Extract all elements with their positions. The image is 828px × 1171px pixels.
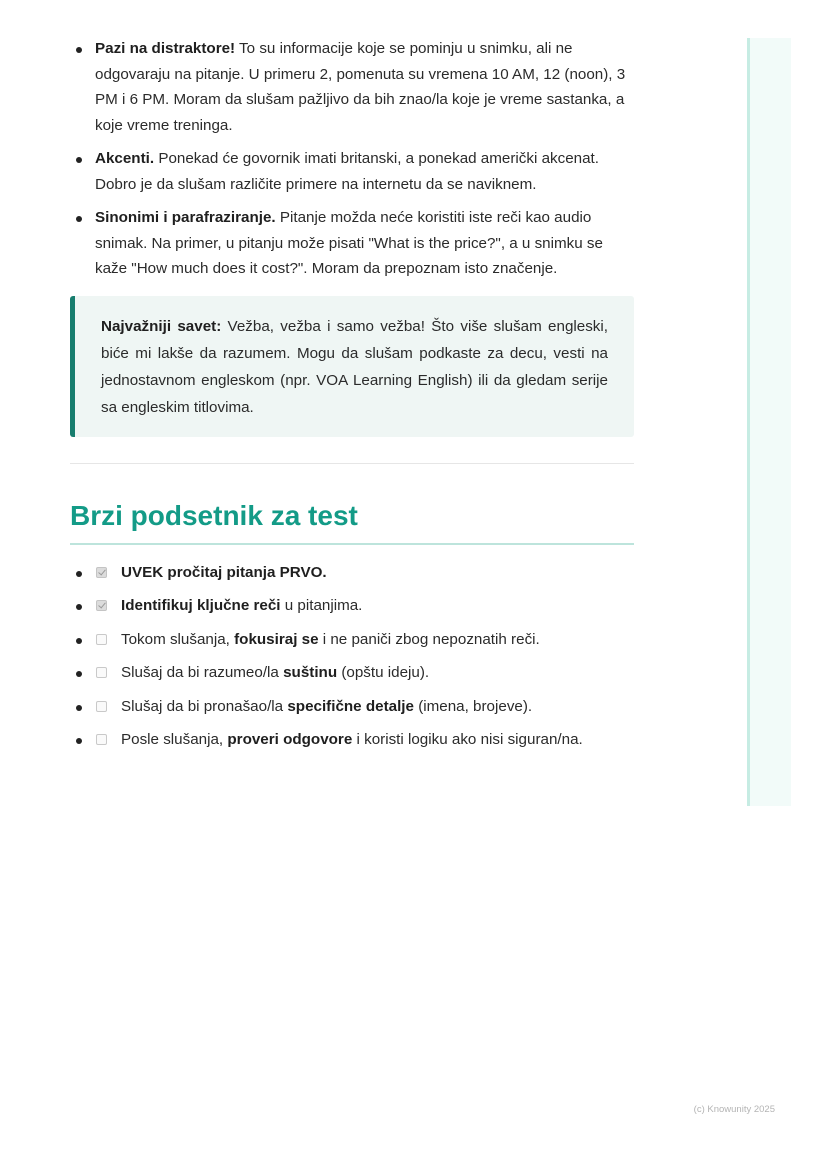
checkbox-checked-icon[interactable]: [96, 600, 107, 611]
side-panel: [747, 38, 791, 806]
callout-bold: Najvažniji savet:: [101, 317, 222, 335]
tips-list: [70, 36, 634, 282]
tip-text: Ponekad će govornik imati britanski, a ponekad američki akcenat. Dobro je da slušam različite primere na internetu da se naviknem.: [95, 150, 599, 193]
section-title: Brzi podsetnik za test: [70, 499, 634, 545]
item-bold: specifične detalje: [287, 697, 414, 715]
item-post: i koristi logiku ako nisi siguran/na.: [352, 731, 583, 748]
tip-bold: Sinonimi i parafraziranje.: [95, 209, 276, 226]
checklist-item: [70, 593, 634, 619]
checklist: [70, 560, 634, 754]
item-bold: Identifikuj ključne reči: [121, 597, 281, 614]
checkbox-icon[interactable]: [96, 701, 107, 712]
checkbox-checked-icon[interactable]: [96, 567, 107, 578]
tip-text: To su informacije koje se pominju u snimku, ali ne odgovaraju na pitanje. U primeru 2, pomenuta su vremena 10 AM, 12 (noon), 3 PM i 6 PM. Moram da slušam pažljivo da bih znao/la koje je vreme sastanka, a koje vreme treninga.: [95, 40, 626, 134]
item-pre: Posle slušanja,: [121, 731, 228, 748]
item-bold: proveri odgovore: [227, 731, 353, 748]
item-post: (opštu ideju).: [337, 664, 430, 681]
checklist-item: [70, 694, 634, 720]
item-pre: Tokom slušanja,: [121, 630, 235, 648]
list-item: [70, 205, 634, 282]
callout-box: [70, 296, 634, 437]
divider: [70, 463, 634, 464]
tip-bold: Pazi na distraktore!: [95, 40, 236, 57]
callout-text: Vežba, vežba i samo vežba! Što više slušam engleski, biće mi lakše da razumem. Mogu da slušam podkaste za decu, vesti na jednostavnom engleskom (npr. VOA Learning English) ili da gledam serije sa engleskim titlovima.: [101, 317, 608, 416]
checklist-item: [70, 727, 634, 753]
checkbox-icon[interactable]: [96, 634, 107, 645]
item-post: i ne paniči zbog nepoznatih reči.: [318, 630, 540, 648]
checklist-item: [70, 627, 634, 653]
checklist-item: [70, 660, 634, 686]
item-pre: Slušaj da bi razumeo/la: [121, 664, 284, 681]
item-bold: fokusiraj se: [234, 630, 319, 648]
document-content: [70, 36, 634, 761]
item-bold: UVEK pročitaj pitanja PRVO.: [121, 563, 327, 581]
tip-bold: Akcenti.: [95, 150, 155, 167]
checkbox-icon[interactable]: [96, 667, 107, 678]
item-post: (imena, brojeve).: [413, 697, 533, 715]
footer-copyright: (c) Knowunity 2025: [693, 1104, 775, 1115]
item-bold: suštinu: [283, 664, 338, 681]
item-pre: Slušaj da bi pronašao/la: [121, 697, 288, 715]
checkbox-icon[interactable]: [96, 734, 107, 745]
item-post: u pitanjima.: [280, 597, 363, 614]
list-item: [70, 146, 634, 197]
tip-text: Pitanje možda neće koristiti iste reči kao audio snimak. Na primer, u pitanju može pisati "What is the price?", a u snimku se kaže "How much does it cost?". Moram da prepoznam isto značenje.: [95, 209, 603, 277]
list-item: [70, 36, 634, 138]
checklist-item: [70, 560, 634, 586]
